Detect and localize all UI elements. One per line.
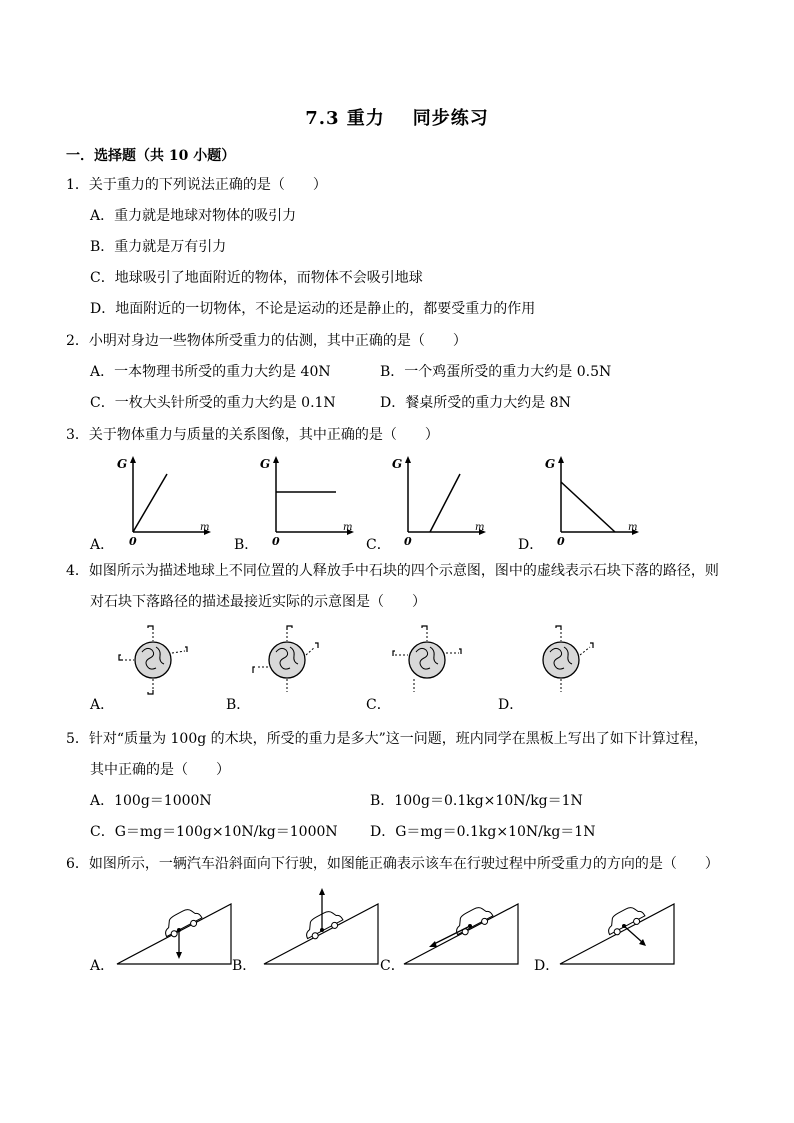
q3-d-origin: 0 (557, 535, 565, 548)
q4-label-a: A． (90, 697, 115, 713)
q4-earth-a (118, 625, 188, 695)
q2-option-d: D．餐桌所受的重力大约是 8N (380, 395, 571, 411)
q6-label-b: B． (232, 958, 257, 974)
q5-option-a: A．100g＝1000N (90, 793, 212, 809)
q4-label-b: B． (226, 697, 251, 713)
q6-stem: 6．如图所示，一辆汽车沿斜面向下行驶，如图能正确表示该车在行驶过程中所受重力的方向的是（ ） (66, 856, 719, 872)
q3-graph-a (115, 452, 215, 547)
q3-b-axis-y: G (260, 457, 271, 471)
q6-incline-b (262, 880, 382, 966)
q6-incline-d (558, 880, 678, 966)
q4-stem-line1: 4．如图所示为描述地球上不同位置的人释放手中石块的四个示意图，图中的虚线表示石块下落的路径，则 (66, 563, 719, 579)
q6-incline-a (115, 880, 235, 966)
q3-c-origin: 0 (404, 535, 412, 548)
q4-earth-b (252, 625, 322, 695)
q3-graph-c (390, 452, 490, 547)
q3-label-b: B． (234, 537, 259, 553)
q3-label-d: D． (518, 537, 544, 553)
q3-label-c: C． (366, 537, 391, 553)
q3-a-origin: 0 (129, 535, 137, 548)
q1-option-c: C．地球吸引了地面附近的物体，而物体不会吸引地球 (90, 270, 423, 286)
q5-option-d: D．G＝mg＝0.1kg×10N/kg＝1N (370, 824, 596, 840)
q3-c-axis-x: m (475, 522, 485, 533)
q3-d-axis-y: G (545, 457, 556, 471)
q3-c-axis-y: G (392, 457, 403, 471)
q6-incline-c (402, 880, 522, 966)
q4-stem-line2: 对石块下落路径的描述最接近实际的示意图是（ ） (90, 594, 426, 610)
q3-graph-b (258, 452, 358, 547)
q6-label-d: D． (534, 958, 560, 974)
q5-stem-line2: 其中正确的是（ ） (90, 762, 230, 778)
q2-option-c: C．一枚大头针所受的重力大约是 0.1N (90, 395, 336, 411)
q6-label-c: C． (380, 958, 405, 974)
q4-label-c: C． (366, 697, 391, 713)
q3-a-axis-y: G (117, 457, 128, 471)
q2-option-a: A．一本物理书所受的重力大约是 40N (90, 364, 331, 380)
car-icon (603, 903, 647, 939)
q4-earth-d (526, 625, 596, 695)
q2-stem: 2．小明对身边一些物体所受重力的估测，其中正确的是（ ） (66, 333, 467, 349)
q1-option-b: B．重力就是万有引力 (90, 239, 227, 255)
q5-option-c: C．G＝mg＝100g×10N/kg＝1000N (90, 824, 338, 840)
q4-label-d: D． (498, 697, 524, 713)
q3-stem: 3．关于物体重力与质量的关系图像，其中正确的是（ ） (66, 427, 439, 443)
q1-option-a: A．重力就是地球对物体的吸引力 (90, 208, 297, 224)
q1-option-d: D．地面附近的一切物体，不论是运动的还是静止的，都要受重力的作用 (90, 301, 536, 317)
q3-b-axis-x: m (343, 522, 353, 533)
title-main: 7.3 重力 (305, 108, 385, 129)
q6-label-a: A． (90, 958, 115, 974)
q3-a-axis-x: m (200, 522, 210, 533)
q3-d-axis-x: m (628, 522, 638, 533)
q2-option-b: B．一个鸡蛋所受的重力大约是 0.5N (380, 364, 612, 380)
q5-option-b: B．100g＝0.1kg×10N/kg＝1N (370, 793, 583, 809)
section-heading: 一．选择题（共 10 小题） (66, 148, 236, 164)
q3-graph-d (543, 452, 643, 547)
q5-stem-line1: 5．针对“质量为 100g 的木块，所受的重力是多大”这一问题，班内同学在黑板上写出了如下计算过程， (66, 731, 708, 747)
q3-label-a: A． (90, 537, 115, 553)
title-sub: 同步练习 (412, 108, 489, 129)
q1-stem: 1．关于重力的下列说法正确的是（ ） (66, 177, 327, 193)
page-title (0, 104, 794, 130)
q3-b-origin: 0 (272, 535, 280, 548)
q4-earth-c (392, 625, 462, 695)
